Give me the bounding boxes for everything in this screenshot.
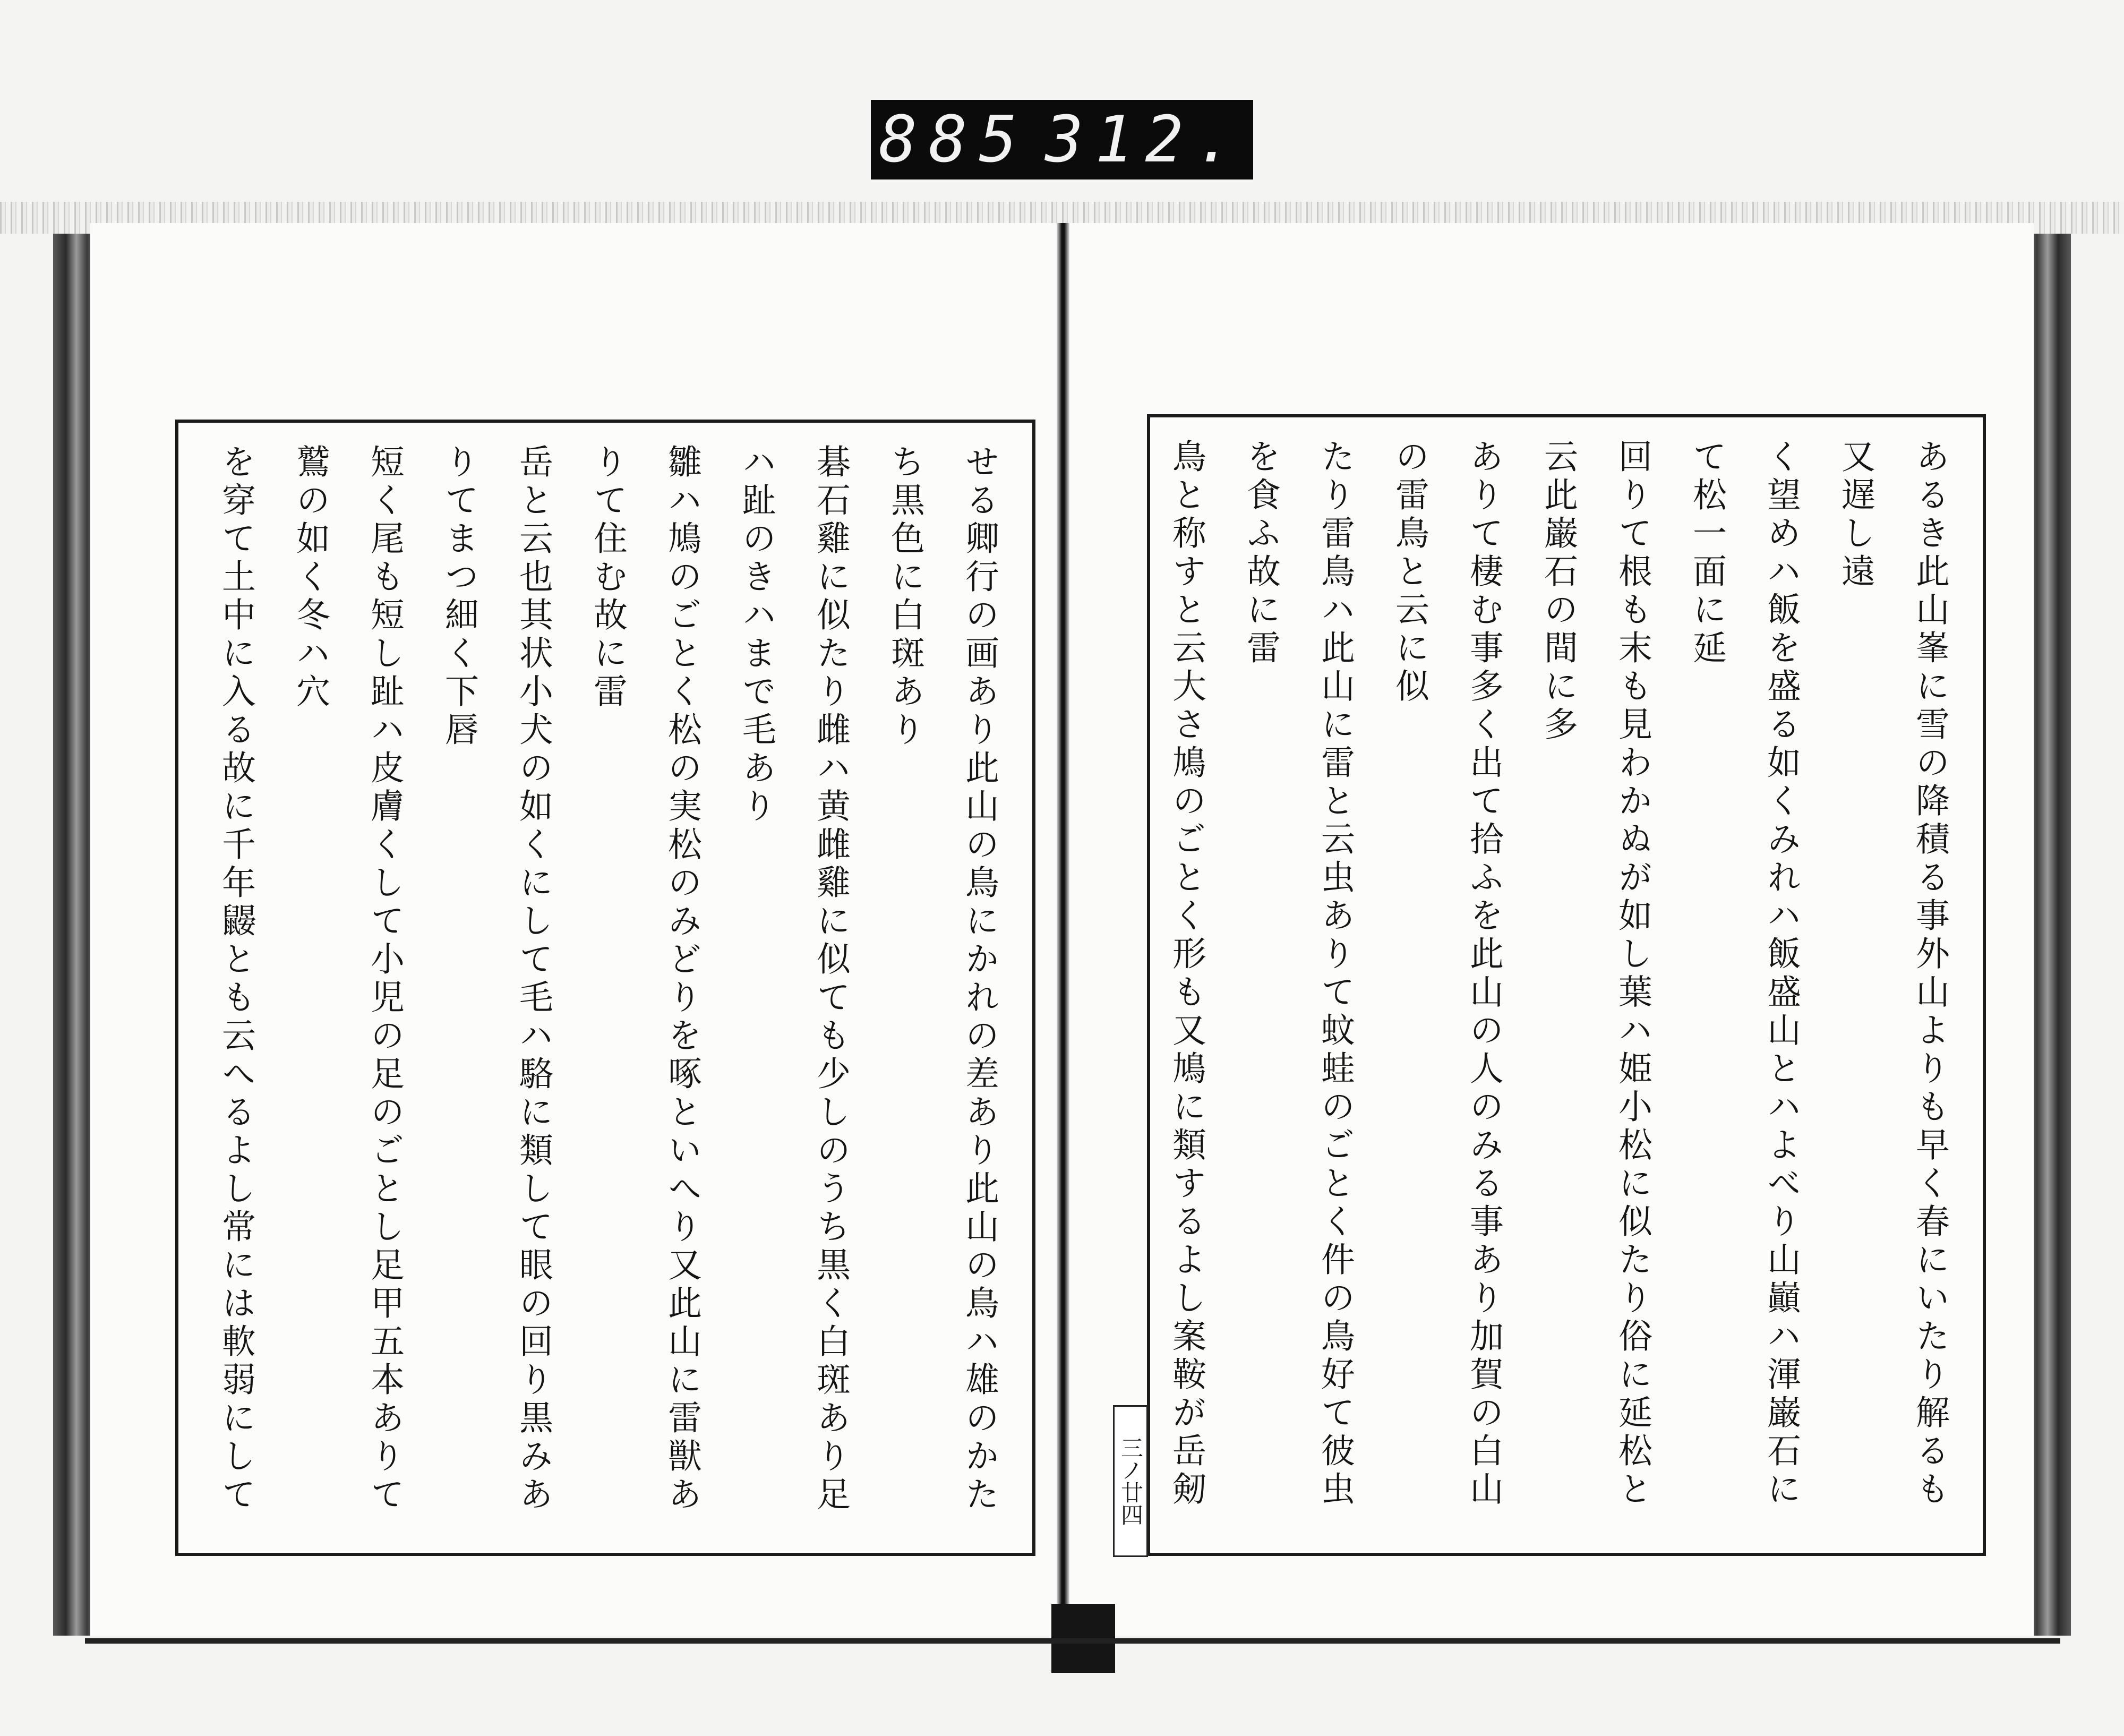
text-column: せる卿行の画あり此山の鳥にかれの差あり此山の鳥ハ雄のかたち黒色に白斑あり [885,444,999,1515]
left-text-frame [175,420,1035,1556]
text-column: ありて棲む事多く出て拾ふを此山の人のみる事あり加賀の白山の雷鳥と云に似 [1390,439,1503,1509]
book-spread [53,223,2071,1667]
book-edge-left [53,234,96,1636]
left-page [90,223,1062,1636]
book-gutter [1057,223,1069,1667]
call-number-left: 885 [879,102,1029,177]
text-column: 雛ハ鳩のごとく松の実松のみどりを啄といへり又此山に雷獣ありて住む故に雷 [588,444,701,1515]
text-column: を穿て土中に入る故に千年鼹とも云へるよし常には軟弱にして [216,444,255,1515]
left-page-text [194,444,1016,1537]
right-page [1067,223,2034,1636]
text-column: 回りて根も末も見わかぬが如し葉ハ姫小松に似たり俗に延松と云此巌石の間に多 [1538,439,1652,1509]
text-column: 碁石雞に似たり雌ハ黄雌雞に似ても少しのうち黒く白斑あり足ハ趾のきハまで毛あり [736,444,850,1515]
text-column: く望めハ飯を盛る如くみれハ飯盛山とハよべり山巓ハ渾巌石にて松一面に延 [1687,439,1801,1509]
right-page-text [1166,439,1967,1537]
text-column: あるき此山峯に雪の降積る事外山よりも早く春にいたり解るも又遅し遠 [1836,439,1949,1509]
text-column: たり雷鳥ハ此山に雷と云虫ありて蚊蛙のごとく件の鳥好て彼虫を食ふ故に雷 [1241,439,1355,1509]
call-number-right: 312. [1044,102,1245,177]
call-number-label [871,100,1253,179]
text-column: 鳥と称すと云大さ鳩のごとく形も又鳩に類するよし案鞍が岳剱 [1167,439,1206,1509]
page-bottom-edge [85,1638,2060,1644]
text-column: 短く尾も短し趾ハ皮膚くして小児の足のごとし足甲五本ありて鷲の如く冬ハ穴 [290,444,404,1515]
folio-number: 三ノ廿四 [1113,1405,1148,1557]
right-text-frame [1118,414,1986,1556]
text-column: 岳と云也其状小犬の如くにして毛ハ駱に類して眼の回り黒みありてまつ細く下唇 [439,444,553,1515]
book-edge-right [2028,234,2071,1636]
